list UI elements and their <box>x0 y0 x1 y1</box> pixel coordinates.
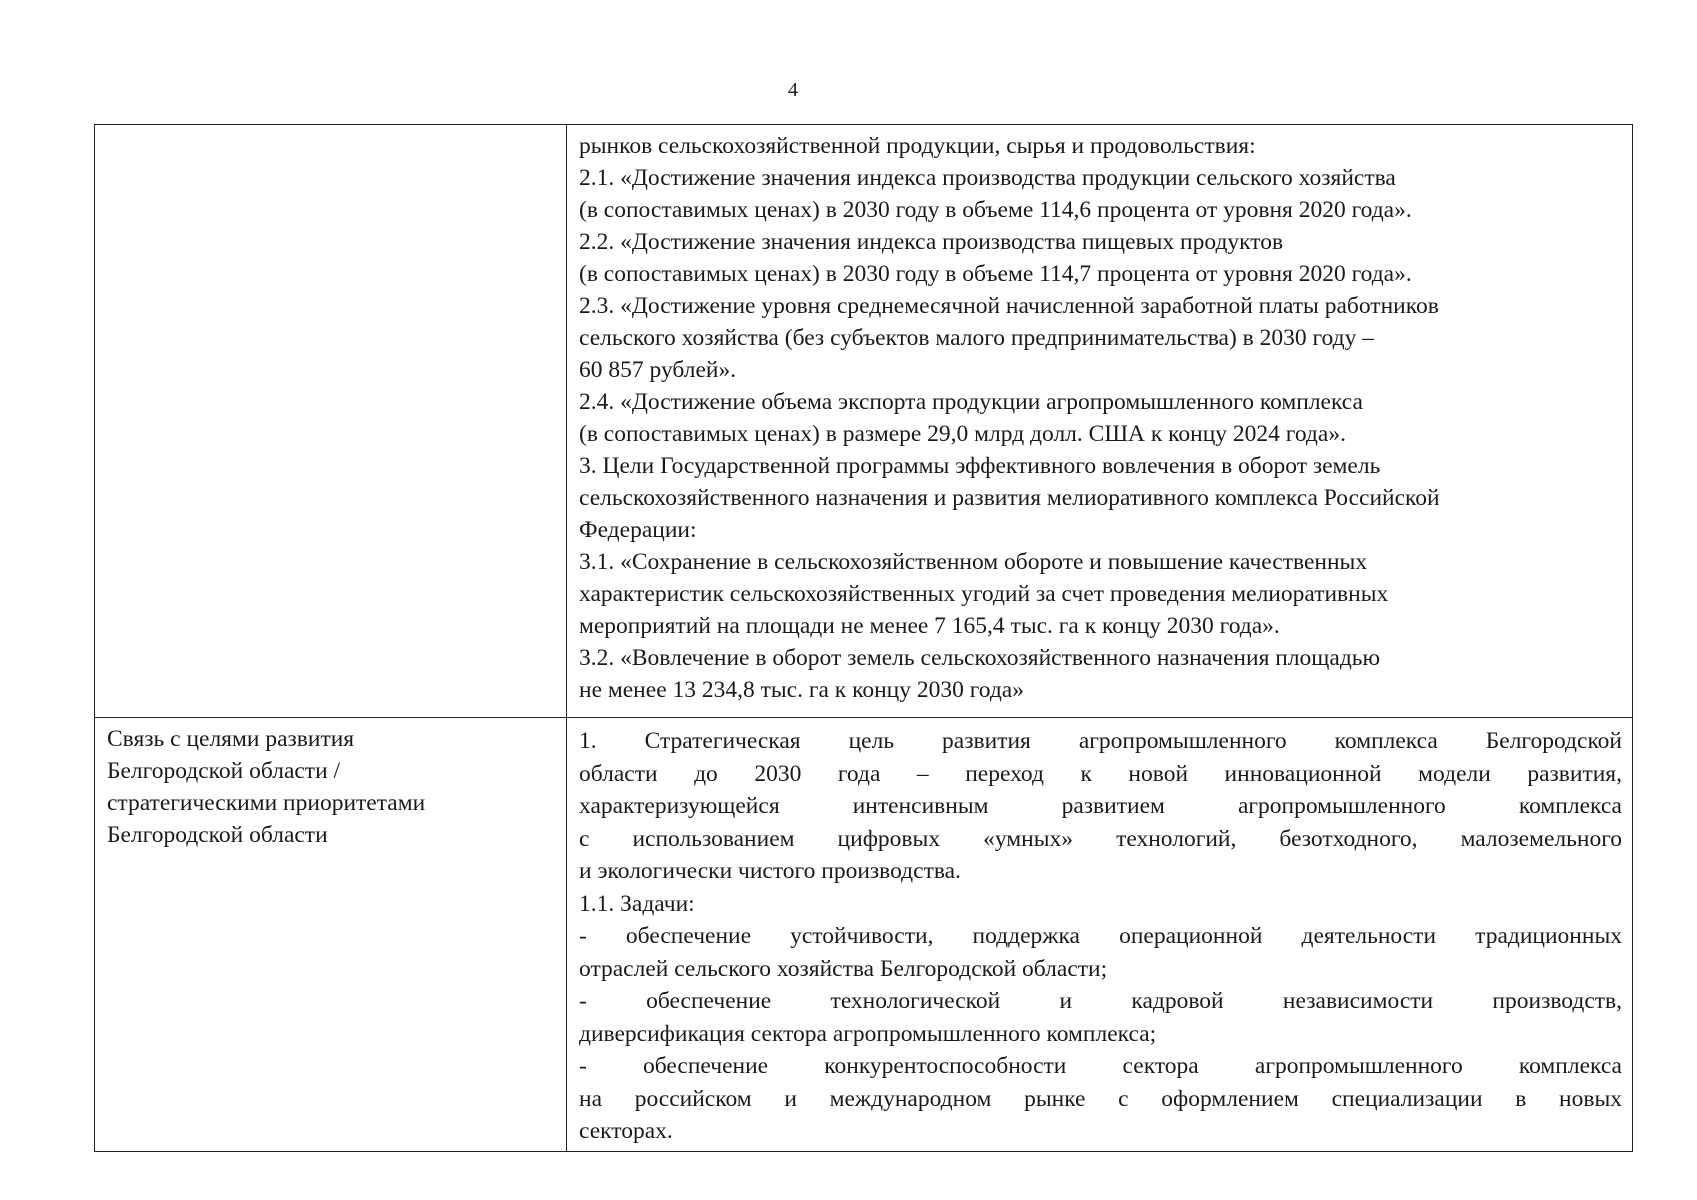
text-line: сельского хозяйства (без субъектов малого предпринимательства) в 2030 году – <box>579 325 1374 351</box>
document-table <box>94 124 1633 1152</box>
text-line: сельскохозяйственного назначения и развития мелиоративного комплекса Российской <box>579 485 1440 511</box>
text-line: секторах. <box>579 1118 673 1144</box>
text-line: 2.2. «Достижение значения индекса производства пищевых продуктов <box>579 229 1284 255</box>
text-line: характеризующейся интенсивным развитием агропромышленного комплекса <box>579 793 1622 819</box>
text-line: Федерации: <box>579 517 697 543</box>
table-row <box>95 125 1633 718</box>
text-line: - обеспечение конкурентоспособности сектора агропромышленного комплекса <box>579 1053 1622 1079</box>
row-heading-line: Связь с целями развития <box>107 726 355 752</box>
text-line: (в сопоставимых ценах) в 2030 году в объеме 114,7 процента от уровня 2020 года». <box>579 261 1412 287</box>
row-heading-line: Белгородской области <box>107 822 328 848</box>
page-number: 4 <box>788 79 798 101</box>
text-line: диверсификация сектора агропромышленного комплекса; <box>579 1020 1157 1047</box>
text-line: 2.4. «Достижение объема экспорта продукции агропромышленного комплекса <box>579 389 1363 415</box>
table-row <box>95 718 1633 1152</box>
text-line: рынков сельскохозяйственной продукции, сырья и продовольствия: <box>579 133 1256 159</box>
text-line: (в сопоставимых ценах) в 2030 году в объеме 114,6 процента от уровня 2020 года». <box>579 197 1412 223</box>
text-line: - обеспечение устойчивости, поддержка операционной деятельности традиционных <box>579 923 1622 949</box>
text-line: 2.3. «Достижение уровня среднемесячной начисленной заработной платы работников <box>579 293 1439 319</box>
text-line: отраслей сельского хозяйства Белгородской области; <box>579 955 1108 982</box>
text-line: не менее 13 234,8 тыс. га к концу 2030 года» <box>579 677 1024 703</box>
text-line: и экологически чистого производства. <box>579 858 961 884</box>
text-line: с использованием цифровых «умных» технологий, безотходного, малоземельного <box>579 825 1622 852</box>
text-line: (в сопоставимых ценах) в размере 29,0 млрд долл. США к концу 2024 года». <box>579 421 1346 447</box>
text-line: 1. Стратегическая цель развития агропромышленного комплекса Белгородской <box>579 728 1622 754</box>
text-line: области до 2030 года – переход к новой инновационной модели развития, <box>579 760 1622 787</box>
text-line: 3.1. «Сохранение в сельскохозяйственном обороте и повышение качественных <box>579 549 1368 575</box>
text-line: 3. Цели Государственной программы эффективного вовлечения в оборот земель <box>579 453 1381 479</box>
table-cell-targets <box>567 125 1633 718</box>
table-cell-strategy <box>567 718 1633 1152</box>
text-line: на российском и международном рынке с оформлением специализации в новых <box>579 1085 1622 1112</box>
text-line: 60 857 рублей». <box>579 357 737 383</box>
table-cell-empty-left <box>95 125 567 718</box>
row-heading-line: Белгородской области / <box>107 758 341 784</box>
text-line: 3.2. «Вовлечение в оборот земель сельскохозяйственного назначения площадью <box>579 645 1381 671</box>
row1-left-text <box>95 125 566 130</box>
text-line: характеристик сельскохозяйственных угодий за счет проведения мелиоративных <box>579 581 1389 607</box>
table-cell-heading <box>95 718 567 1152</box>
text-line: - обеспечение технологической и кадровой независимости производств, <box>579 988 1622 1014</box>
text-line: 1.1. Задачи: <box>579 890 695 917</box>
text-line: 2.1. «Достижение значения индекса производства продукции сельского хозяйства <box>579 165 1396 191</box>
row-heading-line: стратегическими приоритетами <box>107 790 426 816</box>
text-line: мероприятий на площади не менее 7 165,4 тыс. га к концу 2030 года». <box>579 613 1280 639</box>
